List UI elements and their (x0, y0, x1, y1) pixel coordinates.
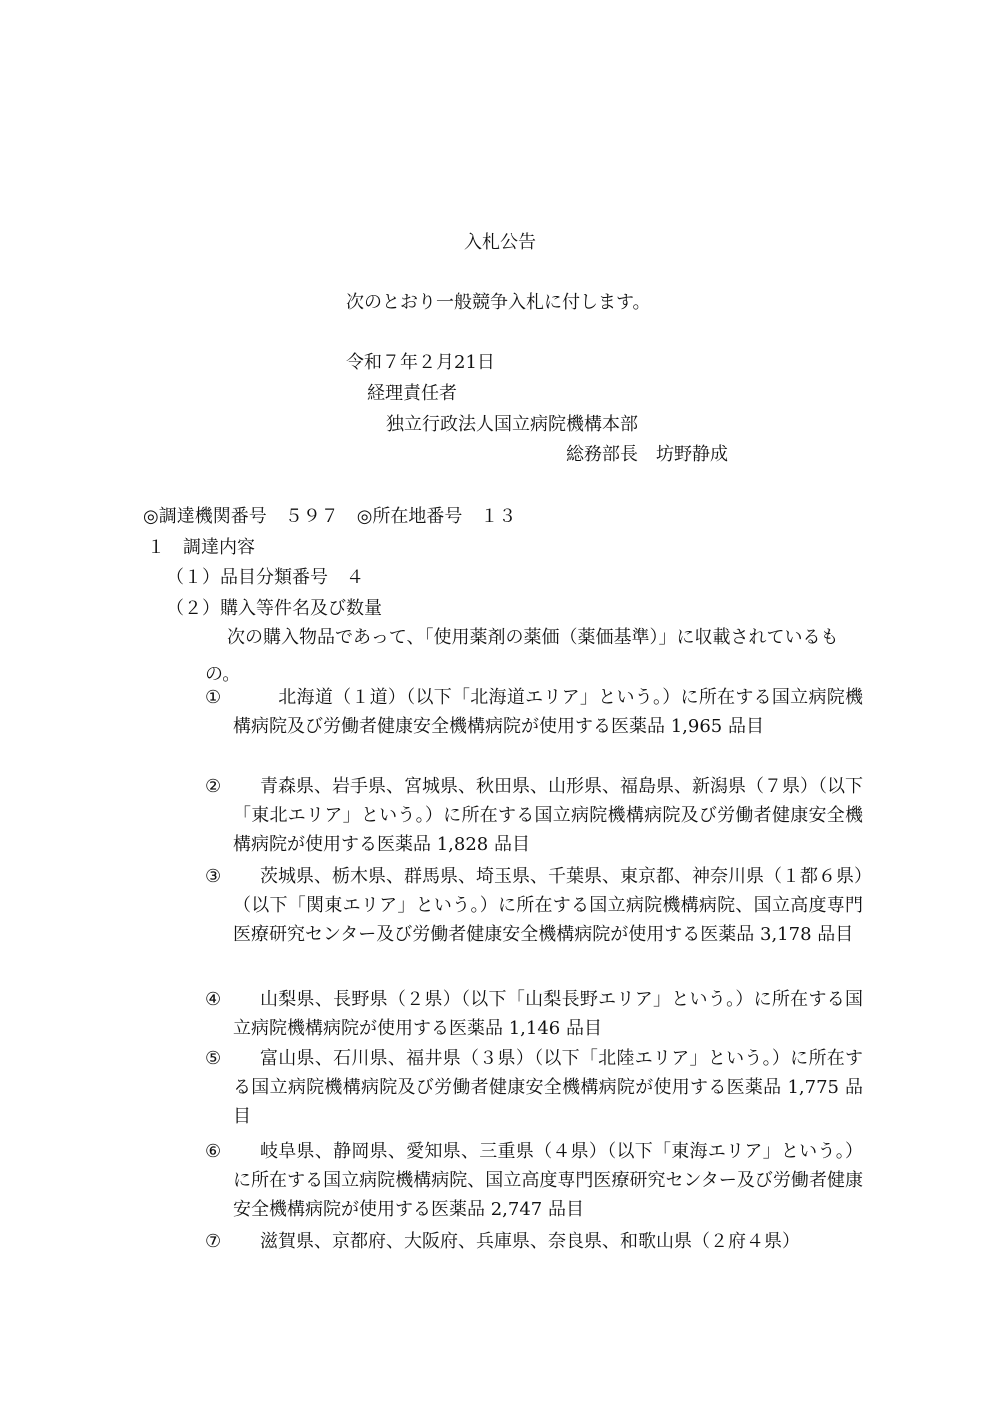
list-item-number: ① (205, 687, 222, 708)
list-item (205, 1044, 865, 1137)
list-item-number: ⑤ (205, 1048, 222, 1069)
list-item-number: ③ (205, 866, 222, 887)
list-item (205, 683, 865, 773)
item-classification: （１）品目分類番号 ４ (166, 567, 364, 588)
purchase-heading: （２）購入等件名及び数量 (166, 598, 382, 619)
list-item (205, 862, 865, 985)
list-item-text: 山梨県、長野県（２県）（以下「山梨長野エリア」という。）に所在する国立病院機構病院が使用する医薬品 1,146 品目 (233, 989, 863, 1039)
list-item-number: ⑦ (205, 1231, 222, 1252)
list-item-text: 滋賀県、京都府、大阪府、兵庫県、奈良県、和歌山県（２府４県） (260, 1231, 800, 1252)
document-title: 入札公告 (464, 232, 536, 253)
list-item-text: 青森県、岩手県、宮城県、秋田県、山形県、福島県、新潟県（７県）（以下「東北エリア」という。）に所在する国立病院機構病院及び労働者健康安全機構病院が使用する医薬品 1,828 品目 (233, 776, 863, 855)
list-item (205, 1227, 865, 1257)
section-heading: １ 調達内容 (147, 537, 255, 558)
list-item-number: ⑥ (205, 1141, 222, 1162)
list-item-number: ④ (205, 989, 222, 1010)
codes-line: ◎調達機関番号 ５９７ ◎所在地番号 １３ (143, 506, 517, 527)
list-item-text: 北海道（１道）（以下「北海道エリア」という。）に所在する国立病院機構病院及び労働者健康安全機構病院が使用する医薬品 1,965 品目 (233, 687, 863, 737)
list-item-text: 岐阜県、静岡県、愛知県、三重県（４県）（以下「東海エリア」という。）に所在する国立病院機構病院、国立高度専門医療研究センター及び労働者健康安全機構病院が使用する医薬品 2,747 品目 (233, 1141, 863, 1220)
list-item (205, 1137, 865, 1227)
organization-name: 独立行政法人国立病院機構本部 (386, 414, 638, 435)
list-item-text: 富山県、石川県、福井県（３県）（以下「北陸エリア」という。）に所在する国立病院機構病院及び労働者健康安全機構病院が使用する医薬品 1,775 品目 (233, 1048, 863, 1127)
authority-role: 経理責任者 (367, 383, 457, 404)
list-item (205, 772, 865, 862)
notice-date: 令和７年２月21日 (346, 352, 495, 373)
purchase-description: 次の購入物品であって、「使用薬剤の薬価（薬価基準）」に収載されているもの。 (205, 627, 839, 685)
intro-text: 次のとおり一般競争入札に付します。 (346, 292, 651, 313)
official-name: 総務部長 坊野静成 (566, 444, 728, 465)
list-item (205, 985, 865, 1044)
list-item-text: 茨城県、栃木県、群馬県、埼玉県、千葉県、東京都、神奈川県（１都６県）（以下「関東エリア」という。）に所在する国立病院機構病院、国立高度専門医療研究センター及び労働者健康安全機構病院が使用する医薬品 3,178 品目 (233, 866, 863, 945)
list-item-number: ② (205, 776, 222, 797)
